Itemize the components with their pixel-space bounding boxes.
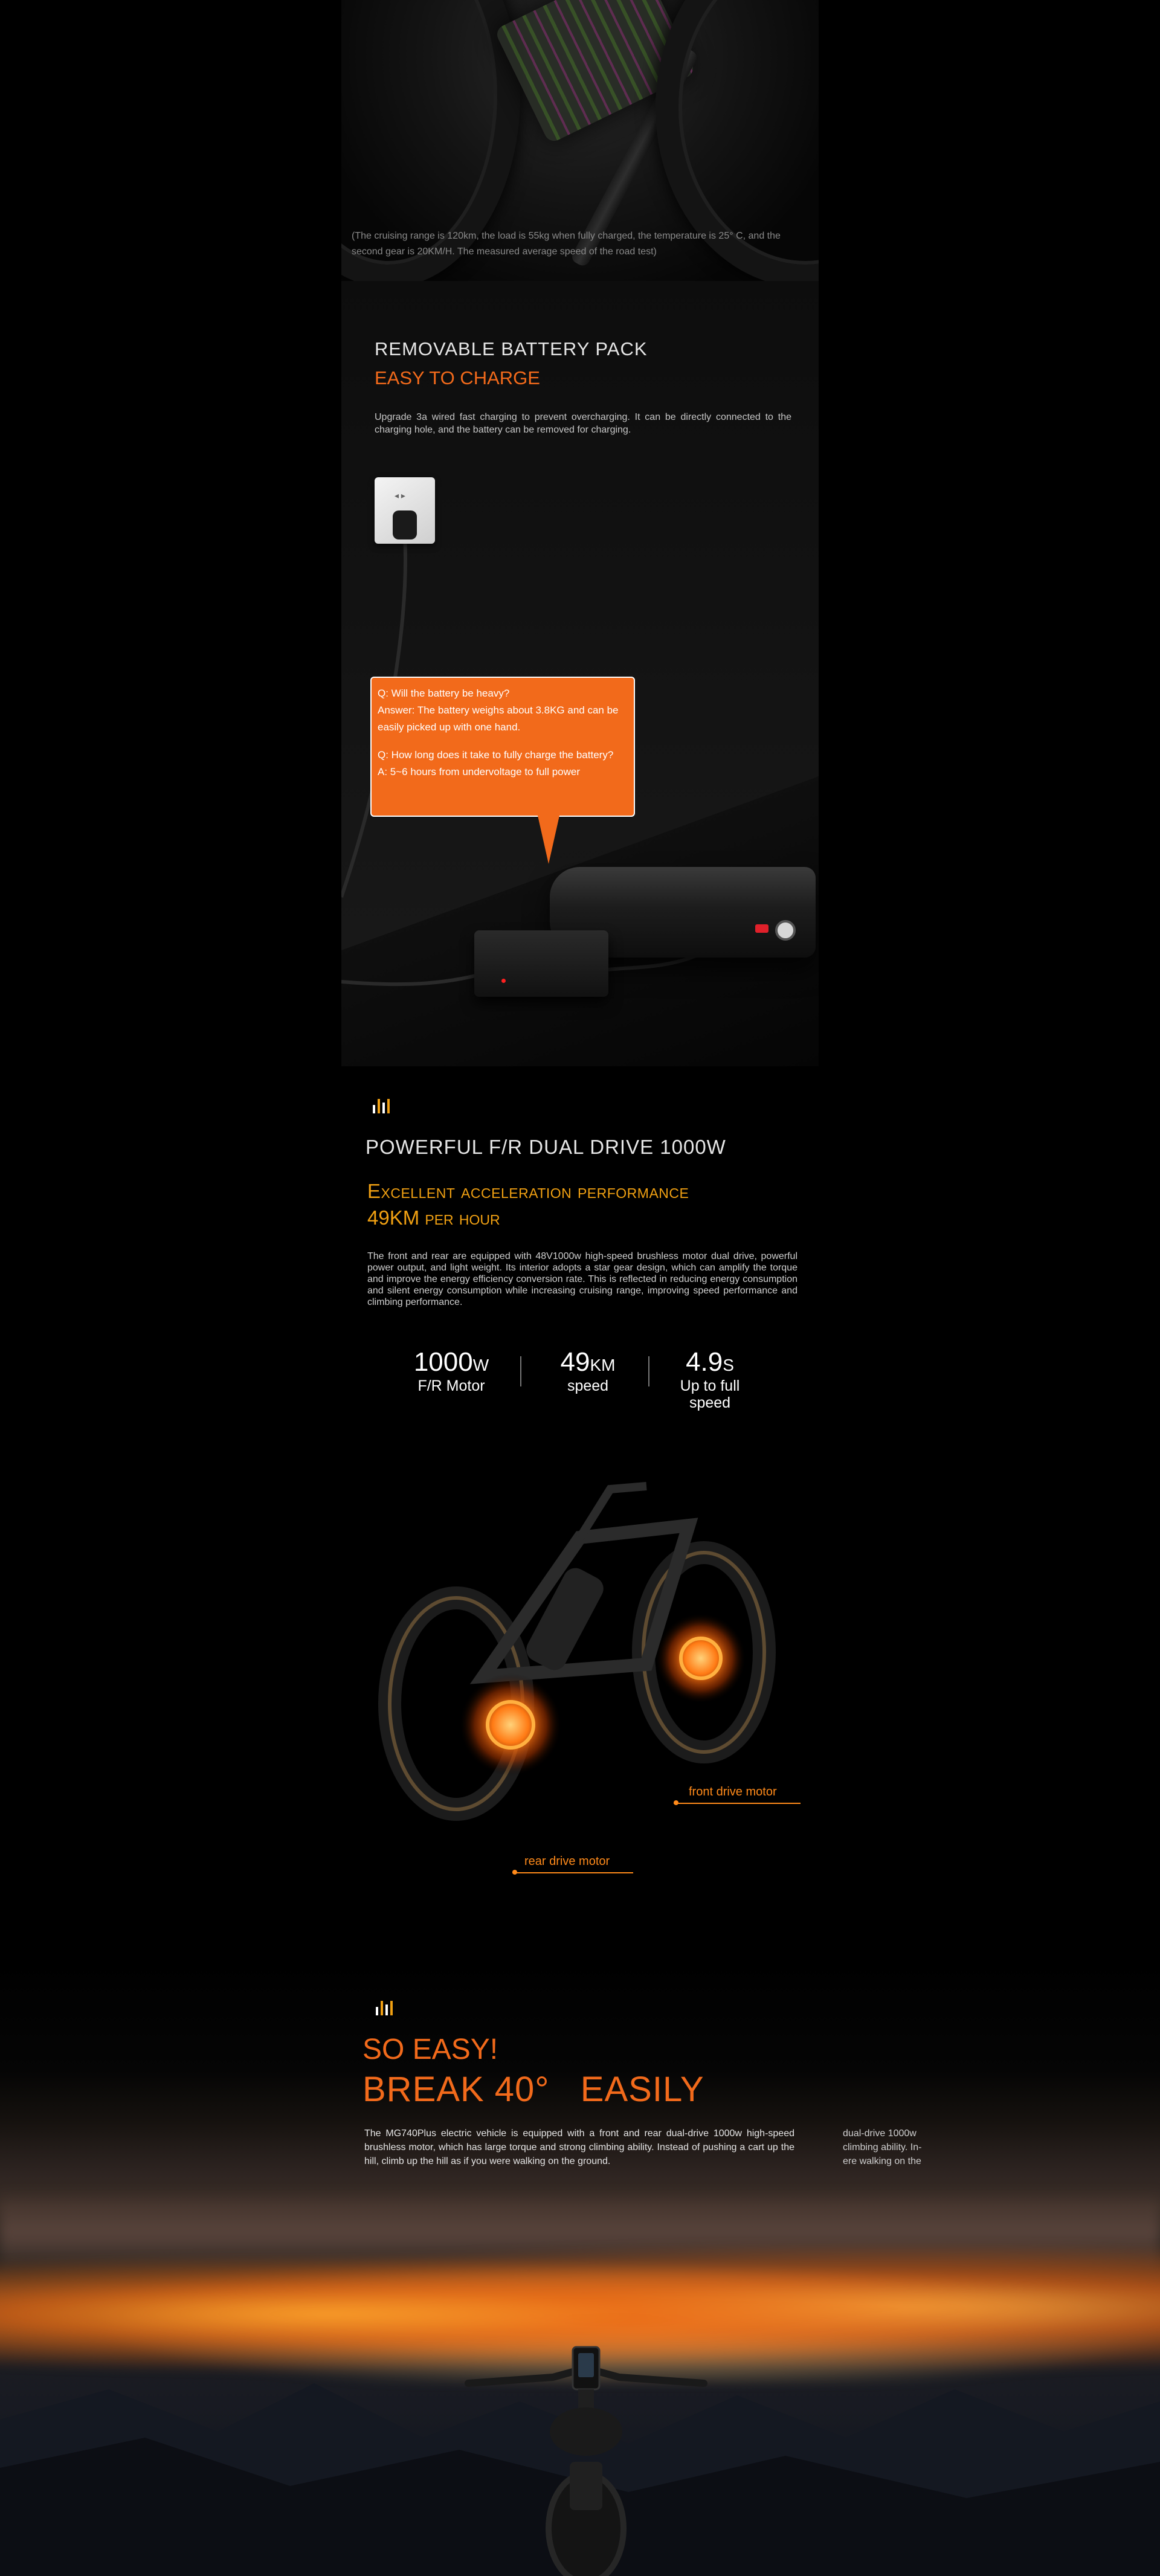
spec-speed — [527, 1347, 648, 1394]
bike-front-view-image — [462, 2311, 710, 2576]
spec-label: Up to full speed — [680, 1377, 740, 1411]
charging-section — [341, 281, 819, 1066]
drive-subtitle: Excellent acceleration performance — [367, 1180, 689, 1202]
rear-motor-callout: rear drive motor — [524, 1855, 610, 1868]
climb-title: BREAK 40° EASILY — [362, 2070, 704, 2109]
callout-line — [674, 1803, 801, 1804]
callout-line — [512, 1872, 633, 1873]
battery-lock-icon — [775, 920, 796, 941]
charging-description: Upgrade 3a wired fast charging to prevent overcharging. It can be directly connected to the charging hole, and the battery can be removed for charging. — [375, 412, 791, 435]
front-motor-callout: front drive motor — [689, 1785, 777, 1798]
bar-chart-icon — [376, 2000, 395, 2015]
ghost-line: climbing ability. In- — [843, 2142, 922, 2153]
faq-answer: Answer: The battery weighs about 3.8KG and can be easily picked up with one hand. — [378, 704, 619, 733]
spec-value: 1000 — [413, 1347, 473, 1377]
battery-hero-image — [341, 0, 819, 281]
spec-value: 49 — [560, 1347, 590, 1377]
faq-answer: A: 5~6 hours from undervoltage to full power — [378, 766, 580, 778]
spec-value: 4.9 — [686, 1347, 723, 1377]
dual-drive-section — [0, 1066, 1160, 1960]
charger-image — [474, 930, 608, 997]
range-caption: (The cruising range is 120km, the load is 55kg when fully charged, the temperature is 25° C, and the second gear is 20KM/H. The measured average speed of the road test) — [352, 231, 781, 257]
faq-question: Q: How long does it take to fully charge the battery? — [378, 749, 614, 761]
spec-motor — [391, 1347, 512, 1394]
charging-subtitle: EASY TO CHARGE — [375, 367, 540, 388]
easy-title: SO EASY! — [362, 2033, 498, 2066]
drive-description: The front and rear are equipped with 48V1000w high-speed brushless motor dual drive, powerful power output, and light weight. Its interior adopts a star gear design, which can amplify the torque and improve the energy efficiency conversion rate. This is reflected in reducing energy consumption and silent energy consumption while increasing cruising range, improving speed performance and climbing performance. — [367, 1251, 798, 1307]
spec-divider — [520, 1356, 521, 1386]
drive-speed-subtitle: 49KM per hour — [367, 1206, 500, 1229]
spec-label: F/R Motor — [417, 1377, 485, 1394]
faq-question: Q: Will the battery be heavy? — [378, 687, 510, 699]
spec-unit: S — [723, 1356, 734, 1374]
socket-holes: ◂ ▸ — [395, 491, 405, 500]
wall-socket-icon — [375, 477, 435, 544]
ghost-line: dual-drive 1000w — [843, 2128, 917, 2139]
bar-chart-icon — [373, 1098, 392, 1113]
spec-label: speed — [567, 1377, 609, 1394]
so-easy-section — [0, 1960, 1160, 2576]
bubble-tail — [538, 816, 559, 864]
spec-unit: KM — [590, 1356, 616, 1374]
ghost-line: ere walking on the — [843, 2156, 921, 2166]
faq-bubble — [370, 677, 635, 817]
climb-description: The MG740Plus electric vehicle is equipped with a front and rear dual-drive 1000w high-speed brushless motor, which has large torque and strong climbing ability. Instead of pushing a cart up the hill, climb up the hill as if you were walking on the ground. — [364, 2128, 794, 2166]
spec-acceleration — [649, 1347, 770, 1411]
charging-title: REMOVABLE BATTERY PACK — [375, 338, 648, 359]
drive-title: POWERFUL F/R DUAL DRIVE 1000W — [366, 1136, 726, 1158]
charger-led — [501, 979, 506, 983]
spec-unit: W — [472, 1356, 489, 1374]
plug-icon — [393, 510, 417, 539]
battery-indicator — [755, 924, 768, 933]
ghost-text — [843, 2127, 939, 2168]
